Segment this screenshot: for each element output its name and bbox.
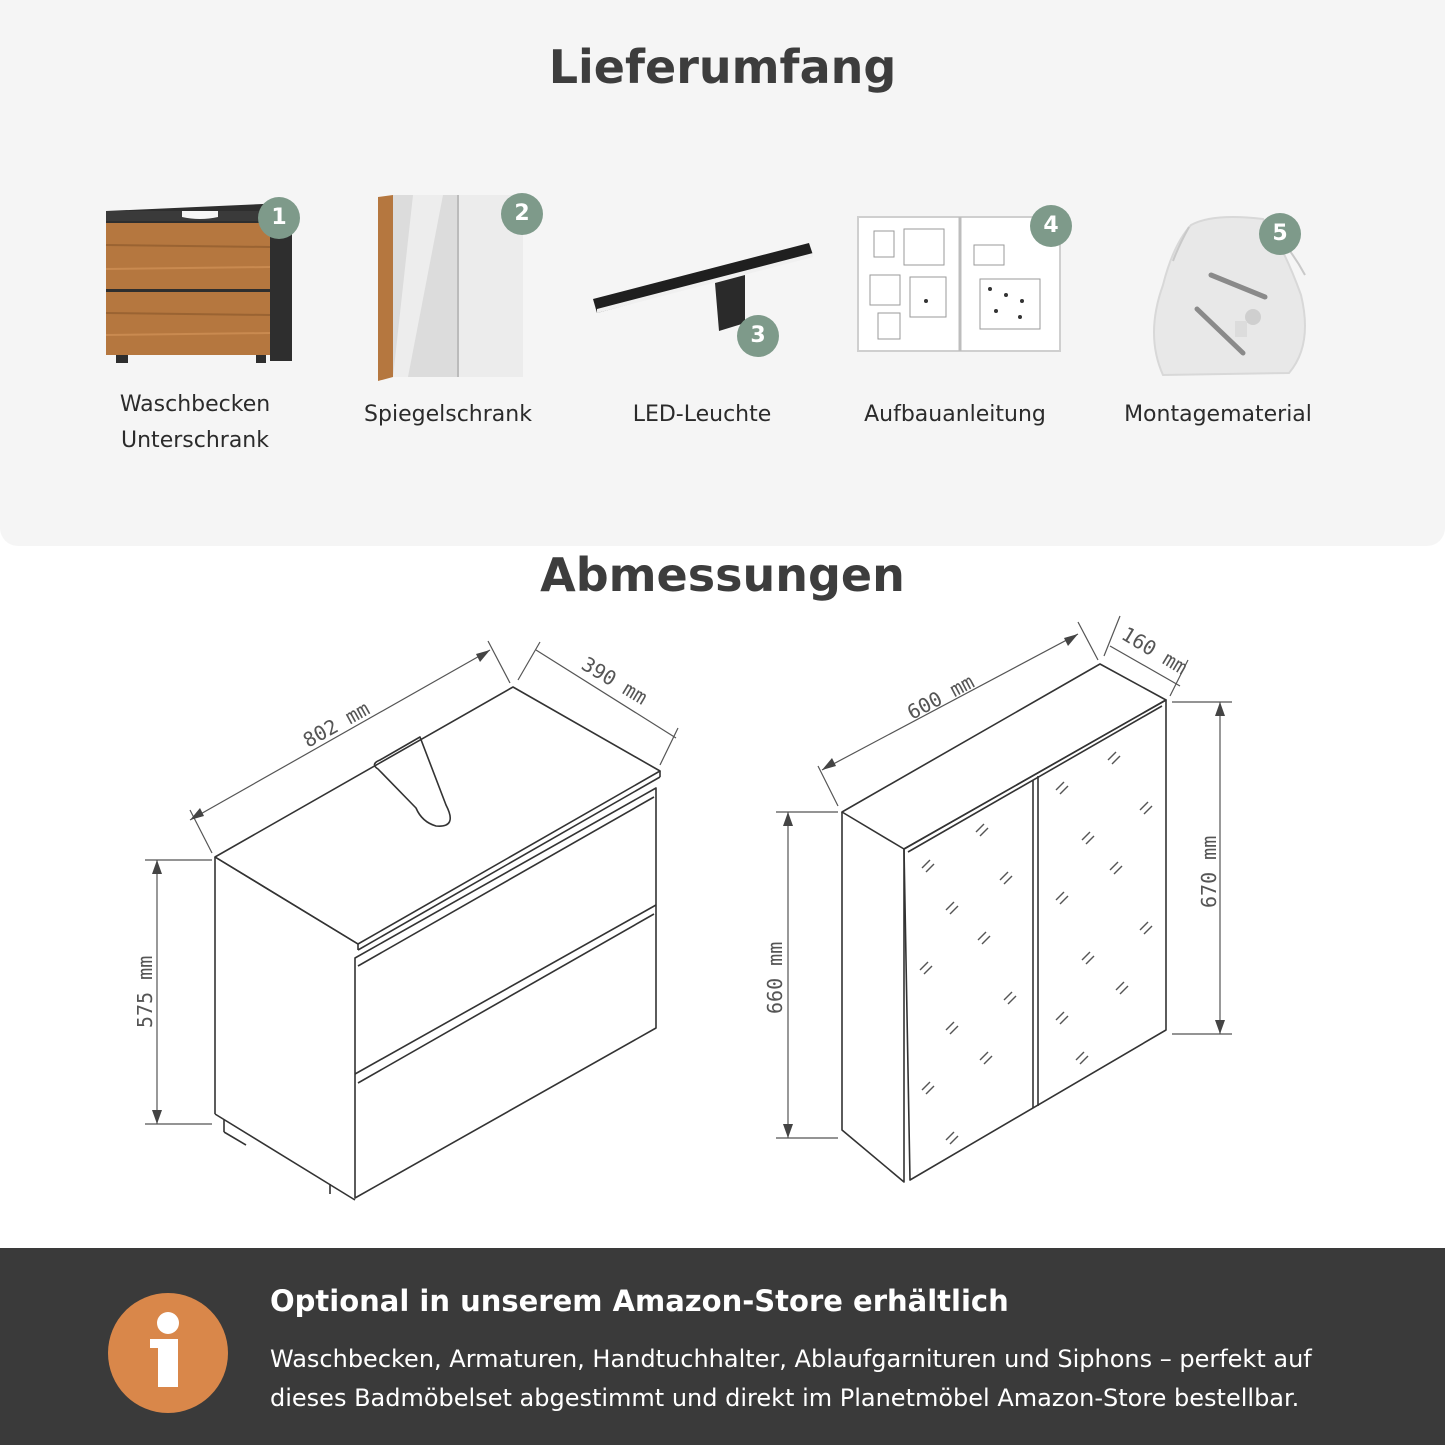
item-label: [70, 387, 320, 459]
hardware-bag-icon: [1093, 185, 1343, 385]
dimension-drawings: [0, 610, 1445, 1240]
item-mirror-cabinet: [323, 185, 573, 465]
item-hardware: [1093, 185, 1343, 465]
mirror-width-label: 600 mm: [903, 669, 979, 725]
vanity-drawing: [145, 641, 678, 1200]
section-title-lieferumfang: Lieferumfang: [548, 40, 897, 94]
item-number-badge: 5: [1259, 213, 1301, 255]
info-title: Optional in unserem Amazon-Store erhältlich: [270, 1284, 1009, 1318]
item-label-line: Waschbecken: [119, 392, 271, 417]
vanity-width-label: 802 mm: [298, 696, 374, 753]
item-number-badge: 2: [501, 193, 543, 235]
item-label: Montagematerial: [1124, 402, 1312, 427]
item-vanity: [70, 185, 320, 465]
item-label: Spiegelschrank: [364, 402, 532, 427]
mirror-depth-label: 160 mm: [1117, 621, 1192, 680]
item-led-light: [577, 185, 827, 465]
mirror-front-height-label: 670 mm: [1197, 835, 1221, 908]
item-number-badge: 3: [737, 315, 779, 357]
info-icon: [108, 1293, 228, 1413]
section-title-abmessungen: Abmessungen: [540, 548, 905, 602]
item-manual: [830, 185, 1080, 465]
mirror-cabinet-drawing: [776, 616, 1232, 1182]
item-number-badge: 4: [1030, 205, 1072, 247]
vanity-depth-label: 390 mm: [577, 651, 652, 710]
led-light-icon: [577, 185, 827, 385]
info-body: Waschbecken, Armaturen, Handtuchhalter, Ablaufgarnituren und Siphons – perfekt auf dieses Badmöbelset abgestimmt und direkt im Planetmöbel Amazon-Store bestellbar.: [270, 1345, 1312, 1412]
item-label-line: Unterschrank: [121, 428, 269, 453]
vanity-height-label: 575 mm: [133, 955, 157, 1028]
info-banner: [0, 1248, 1445, 1445]
mirror-reflection-marks: [920, 752, 1152, 1144]
mirror-side-height-label: 660 mm: [763, 941, 787, 1014]
item-label: Aufbauanleitung: [864, 402, 1046, 427]
item-label: LED-Leuchte: [632, 402, 772, 427]
item-number-badge: 1: [258, 197, 300, 239]
